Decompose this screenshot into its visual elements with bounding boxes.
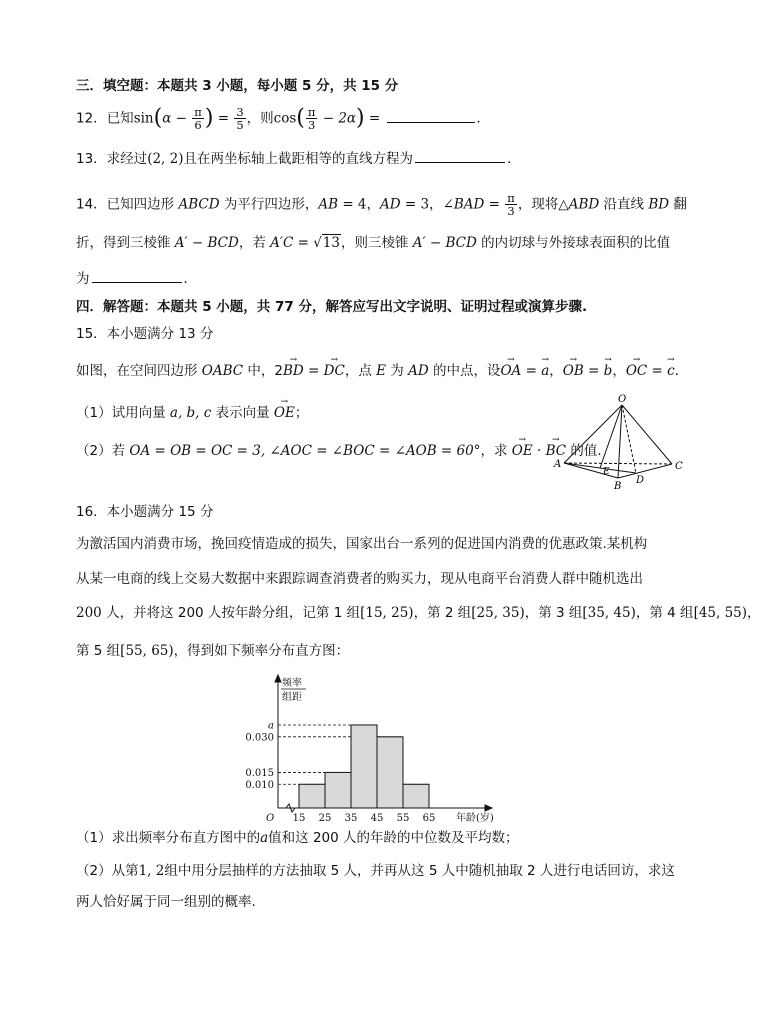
q16-l3-text-e: ，第 4 组 [635,605,694,621]
question-14-line-2 [76,234,670,252]
y-tick-label: 0.030 [245,732,274,744]
q15-vec-oa: → OA [500,362,521,380]
q12-paren-close: ) [204,105,214,131]
q15-comma-1: ， [549,363,563,379]
q15-text-d: ，点 [344,363,377,379]
label-c: C [675,461,683,472]
q14-ad: AD [380,196,401,213]
q13-end: ． [506,151,521,167]
q15-e: E [376,363,386,379]
q15-s2-condition: OA = OB = OC = 3, ∠AOC = ∠BOC = ∠AOB = 60° [129,443,481,459]
q12-end: ． [476,110,491,127]
edge-bc [618,464,672,478]
histogram-bar [377,737,403,808]
ylabel-bottom: 组距 [282,692,302,703]
q15-vec-dc: → DC [324,362,345,380]
x-tick-label: 25 [318,813,332,824]
q15-subquestion-1 [76,404,308,422]
q16-line-1: 为激活国内消费市场，挽回疫情造成的损失，国家出台一系列的促进国内消费的优惠政策.某机构 [76,536,648,552]
q14-text-l2a: 折，得到三棱锥 [76,235,175,251]
q16-l3-text-c: ，第 2 组 [413,605,472,621]
q14-radicand: 13 [322,235,340,251]
q16-s1-text-b: 值和这 200 人的年龄的中位数及平均数； [268,830,519,846]
x-tick-label: 45 [370,813,384,824]
label-d: D [636,475,645,486]
q14-text-l2b: ，若 [238,235,271,251]
label-b: B [614,481,622,492]
q13-point: (2, 2) [147,151,184,167]
tetrahedron-figure [552,390,692,490]
q14-bad: BAD [453,196,485,213]
q15-s2-vec-oe: → OE [512,442,533,460]
q14-text-a: 14．已知四边形 [76,196,179,213]
question-14-line-3 [76,270,197,288]
histogram-bar [299,784,325,808]
q12-paren-open: ( [153,105,163,131]
y-tick-label: 0.010 [245,779,274,791]
x-tick-label: 15 [292,813,306,824]
q15-ad: AD [408,363,429,379]
histogram-bar [351,725,377,808]
q13-number: 13． [76,151,107,167]
q15-oabc: OABC [201,363,244,379]
q14-ab: AB [318,196,339,213]
q15-eq-2: = [521,363,542,379]
q16-s1-text-a: （1）求出频率分布直方图中的 [76,830,261,846]
q15-end: ． [674,363,689,379]
q14-text-g: 沿直线 [599,196,649,213]
q14-text-l3a: 为 [76,271,90,287]
q15-s1-text-a: （1）试用向量 [76,405,170,421]
q15-vec-a: → a [541,362,549,380]
q16-l3-text-f: ， [747,605,761,621]
q12-paren-close-2: ) [356,105,365,131]
y-axis-arrow [275,675,281,682]
q15-vec-bd: → BD [283,362,304,380]
edge-ac-hidden [564,463,672,464]
ylabel-top: 频率 [282,678,302,689]
q16-group-5: [55, 65) [120,643,174,659]
q16-subquestion-2-cont: 两人恰好属于同一组别的概率. [76,894,256,910]
q16-200: 200 [76,605,102,621]
q15-s2-dot: · [532,443,546,459]
q15-eq-4: = [647,363,668,379]
q15-s2-end: 的值. [566,443,602,459]
label-e: E [603,467,610,477]
q16-l4-text-a: 第 5 组 [76,643,121,659]
q16-group-4: [45, 55) [693,605,748,621]
q15-eq: = [303,363,324,379]
q12-text: 已知 [106,110,134,127]
q16-subquestion-1 [76,829,519,847]
x-tick-label: 35 [344,813,358,824]
question-12 [76,106,490,131]
section4-heading: 四．解答题：本题共 5 小题，共 77 分，解答应写出文字说明、证明过程或演算步骤. [76,299,588,315]
q15-text-b: 中，2 [243,363,284,379]
q16-s2-text-b: 组中用分层抽样的方法抽取 5 人，并再从这 5 人中随机抽取 2 人进行电话回访，求这 [164,863,675,879]
q12-cos: cos [273,110,297,127]
q14-bd: BD [648,196,670,213]
x-tick-label: 65 [422,813,436,824]
question-14-line-1 [76,192,687,217]
q15-eq-3: = [583,363,604,379]
q12-number: 12． [76,110,107,127]
frequency-histogram [230,672,520,822]
x-tick-label: 55 [396,813,410,824]
q14-text-e: = [484,196,505,213]
q15-text-e: 为 [385,363,409,379]
q16-line-2: 从某一电商的线上交易大数据中来跟踪调查消费者的购买力，现从电商平台消费人群中随机选出 [76,571,643,587]
q15-title: 15．本小题满分 13 分 [76,326,214,342]
q14-abd: ABD [568,196,600,213]
q16-l4-text-b: ，得到如下频率分布直方图： [173,643,350,659]
q12-paren-open-2: ( [296,105,305,131]
q15-s1-end: ； [294,405,309,421]
q14-sqrt-sign: = √ [293,235,322,251]
q14-text-l2d: ，则三棱锥 [340,235,413,251]
q16-line-3 [76,604,761,622]
q16-s2-nums: 1, 2 [138,863,165,879]
q12-sin: sin [133,110,154,127]
q15-s2-text-b: ，求 [480,443,512,459]
q15-text-a: 如图，在空间四边形 [76,363,202,379]
q14-text-h: 翻 [669,196,687,213]
q14-text-c: = 4， [338,196,381,213]
q12-minus-2alpha: − 2α [318,110,357,127]
q14-answer-blank[interactable] [92,270,182,283]
q14-text-l2e: 的内切球与外接球表面积的比值 [476,235,671,251]
origin-label: O [266,813,275,824]
label-a: A [554,459,562,470]
q16-line-4 [76,642,349,660]
q15-paragraph [76,362,688,380]
edge-ab [564,463,618,478]
q14-end: ． [183,271,197,287]
q13-answer-blank[interactable] [415,150,505,163]
x-axis-arrow [485,805,492,811]
q16-l3-text-d: ，第 3 组 [524,605,583,621]
q12-alpha: α [162,110,172,127]
histogram-bar [325,772,351,808]
question-13 [76,150,520,168]
q14-tetra-2: A′ − BCD [412,235,477,251]
q15-vec-b: → b [604,362,613,380]
xlabel: 年龄(岁) [456,813,494,824]
q12-text-then: ，则 [246,110,274,127]
q15-comma-2: ， [612,363,626,379]
q16-s2-text-a: （2）从第 [76,863,139,879]
edge-od-hidden [622,405,636,473]
q15-s1-vectors: a, b, c [169,405,212,421]
q15-vec-oc: → OC [626,362,647,380]
q16-group-3: [35, 45) [582,605,636,621]
q16-group-1: [15, 25) [360,605,414,621]
q15-vec-c: → c [667,362,675,380]
y-tick-label: 0.015 [245,767,274,779]
q15-s2-text-a: （2）若 [76,443,130,459]
q16-group-2: [25, 35) [471,605,525,621]
y-tick-label: a [268,720,274,732]
q15-text-f: 的中点，设 [428,363,501,379]
q14-abcd: ABCD [178,196,220,213]
section3-heading: 三．填空题：本题共 3 小题，每小题 5 分，共 15 分 [76,78,399,94]
q14-text-f: ，现将△ [517,196,569,213]
q15-s1-vec-oe: → OE [274,404,295,422]
q12-frac-pi3: $\frac{\pi}{3}$ [307,105,316,132]
q12-equals: = [213,110,234,127]
q16-subquestion-2 [76,862,675,880]
histogram-bar [403,784,429,808]
q12-minus: − [171,110,192,127]
edge-oc [622,405,672,464]
q16-title: 16．本小题满分 15 分 [76,504,214,520]
q13-text: 求经过 [106,151,148,167]
q14-frac-pi3: $\frac{\pi}{3}$ [507,191,515,218]
q16-l3-text-b: 人，并将这 200 人按年龄分组，记第 1 组 [101,605,361,621]
q15-vec-ob: → OB [563,362,584,380]
q14-tetra-1: A′ − BCD [174,235,239,251]
q12-frac-pi6: $\frac{\pi}{6}$ [194,105,202,132]
q12-frac-35: $\frac{3}{5}$ [236,105,244,132]
edge-oa [564,405,622,463]
label-o: O [618,394,627,405]
q14-ac: A′C [270,235,294,251]
q12-equals-2: = [364,110,385,127]
q15-s2-vec-bc: → BC [546,442,567,460]
q12-answer-blank[interactable] [387,110,475,123]
q14-text-d: = 3，∠ [400,196,454,213]
q15-s1-text-b: 表示向量 [211,405,274,421]
q14-text-b: 为平行四边形， [219,196,319,213]
q15-subquestion-2 [76,442,602,460]
q16-s1-var-a: a [260,830,269,846]
q13-text-2: 且在两坐标轴上截距相等的直线方程为 [183,151,413,167]
